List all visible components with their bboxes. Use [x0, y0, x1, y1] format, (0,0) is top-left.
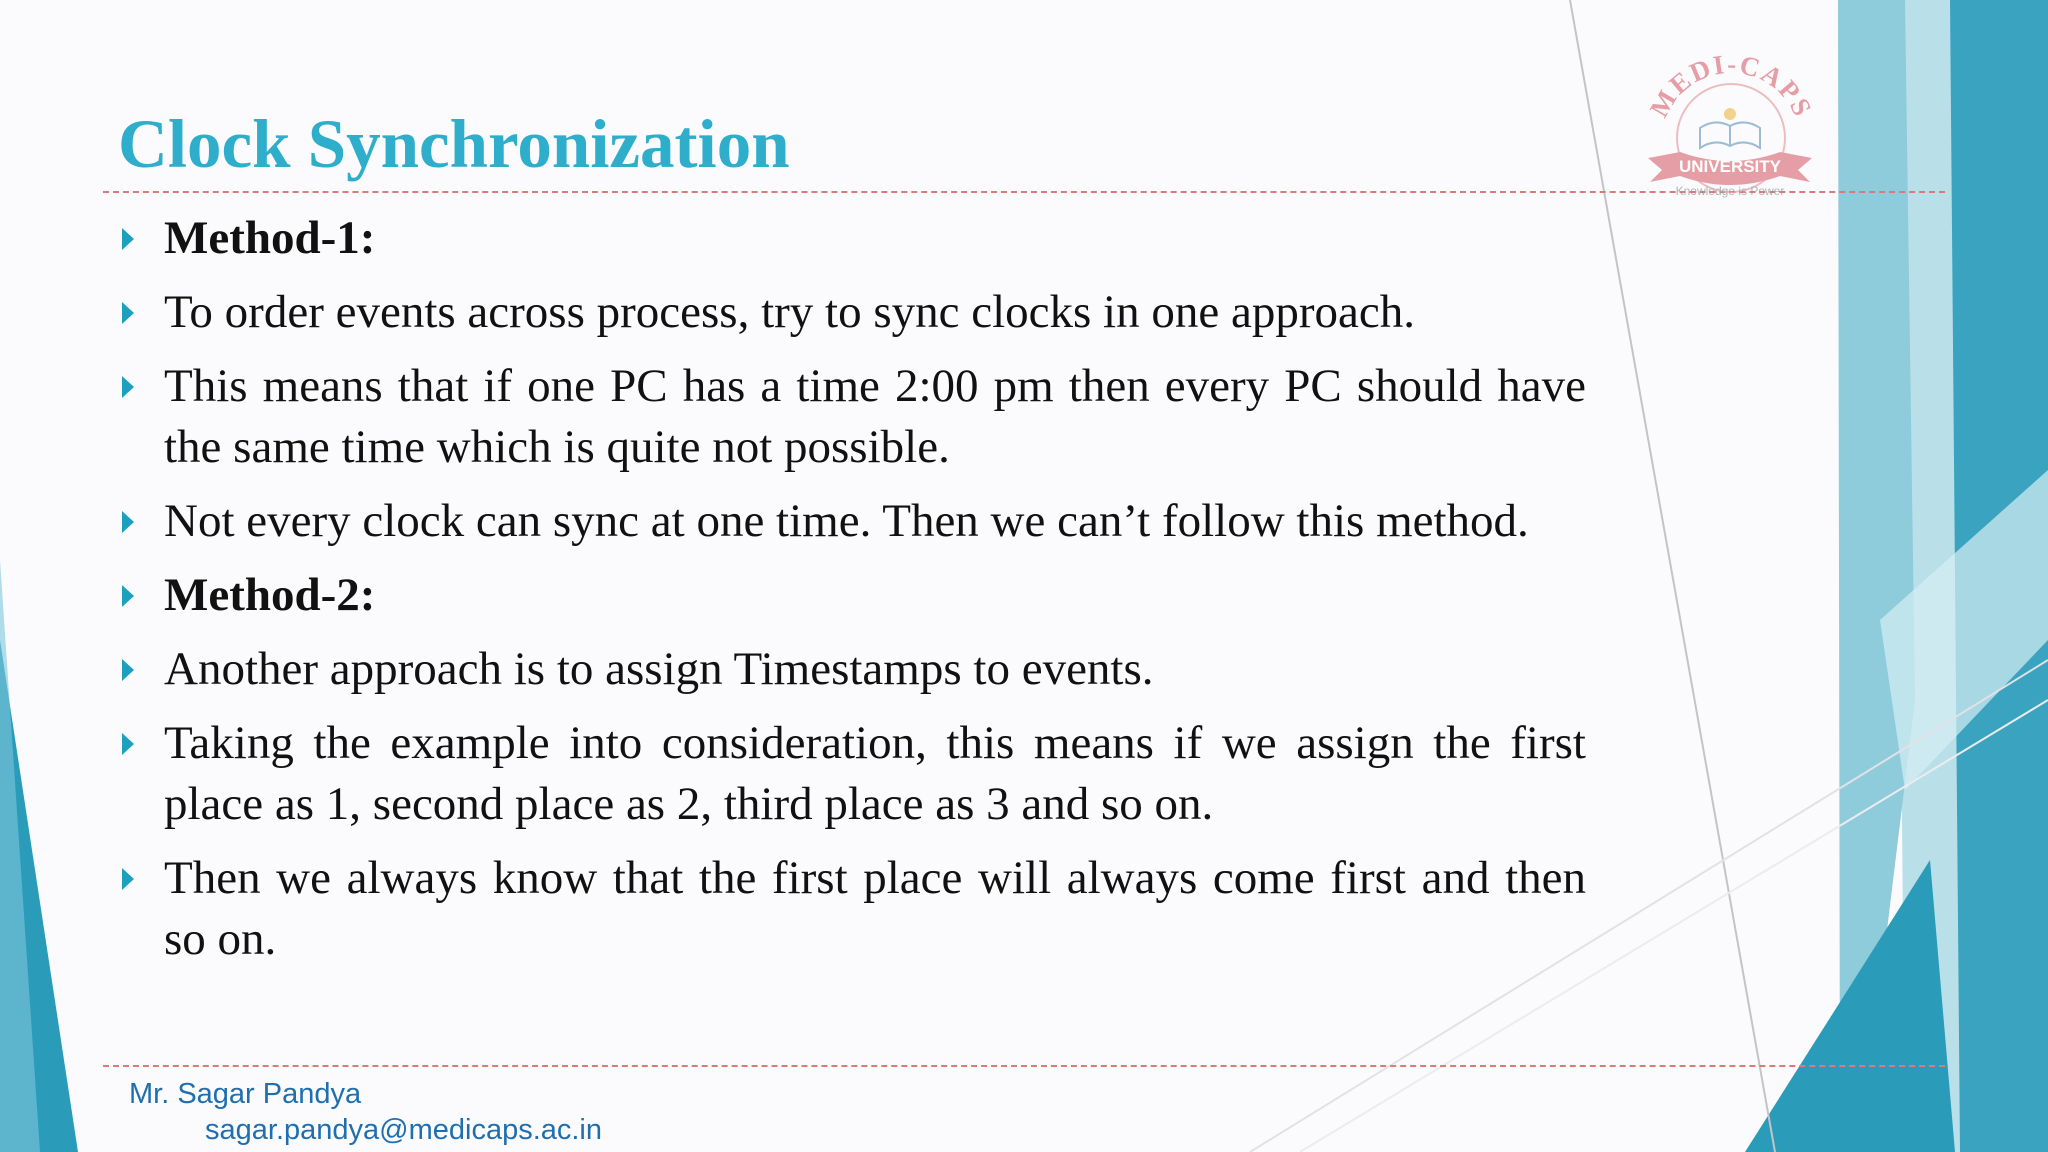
- bullet-item: [110, 491, 1590, 552]
- triangle-right-icon: [122, 585, 134, 607]
- lamp-icon: [1724, 108, 1736, 120]
- university-logo: [1620, 30, 1840, 200]
- bullet-text: Then we always know that the first place will always come first and then so on.: [164, 852, 1586, 965]
- logo-arc-text: MEDI-CAPS: [1643, 48, 1819, 123]
- bullet-item: [110, 282, 1590, 343]
- bullet-text: Taking the example into consideration, this means if we assign the first place as 1, second place as 2, third place as 3 and so on.: [164, 717, 1586, 830]
- bullet-item: [110, 208, 1590, 269]
- footer-divider: [103, 1065, 1945, 1067]
- slide-title: Clock Synchronization: [118, 106, 790, 182]
- logo-tagline: Knowledge is Power: [1675, 184, 1785, 198]
- bullet-text: To order events across process, try to sync clocks in one approach.: [164, 286, 1415, 338]
- triangle-right-icon: [122, 868, 134, 890]
- logo-banner-text: UNIVERSITY: [1678, 157, 1782, 176]
- triangle-right-icon: [122, 228, 134, 250]
- bullet-item: [110, 713, 1590, 835]
- triangle-right-icon: [122, 511, 134, 533]
- triangle-right-icon: [122, 733, 134, 755]
- bullet-text: Not every clock can sync at one time. Then we can’t follow this method.: [164, 495, 1529, 547]
- bullet-text: This means that if one PC has a time 2:00 pm then every PC should have the same time which is quite not possible.: [164, 360, 1586, 473]
- footer-author: Mr. Sagar Pandya: [129, 1078, 362, 1110]
- triangle-right-icon: [122, 376, 134, 398]
- bullet-item: [110, 565, 1590, 626]
- bullet-text: Another approach is to assign Timestamps to events.: [164, 643, 1154, 695]
- triangle-right-icon: [122, 659, 134, 681]
- bullet-item: [110, 639, 1590, 700]
- footer-email: sagar.pandya@medicaps.ac.in: [205, 1114, 603, 1146]
- bullet-list: [110, 195, 1590, 970]
- bullet-text: Method-1:: [164, 212, 376, 264]
- triangle-right-icon: [122, 302, 134, 324]
- bullet-text: Method-2:: [164, 569, 376, 621]
- bullet-item: [110, 356, 1590, 478]
- bullet-item: [110, 848, 1590, 970]
